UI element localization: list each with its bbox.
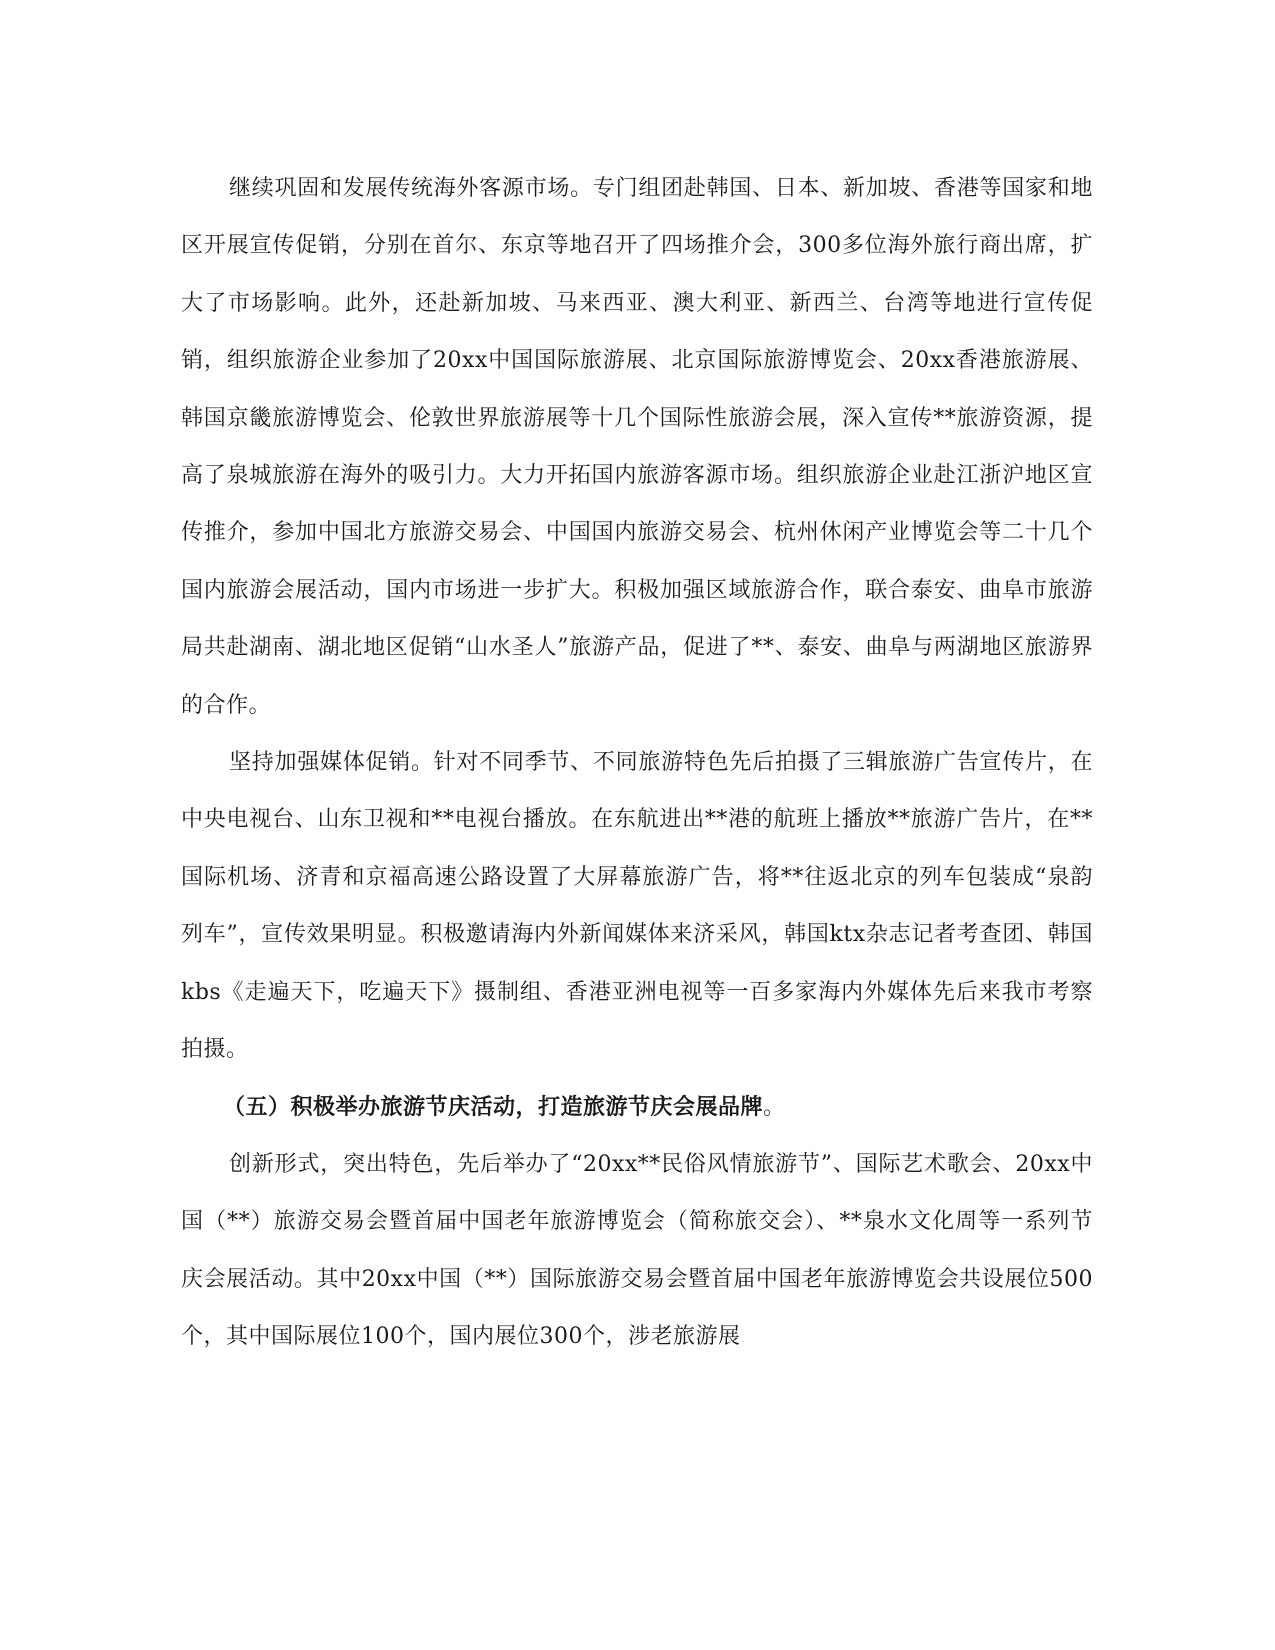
paragraph-media-promotion: 坚持加强媒体促销。针对不同季节、不同旅游特色先后拍摄了三辑旅游广告宣传片，在中央电视台、山东卫视和**电视台播放。在东航进出**港的航班上播放**旅游广告片，在**国际机场、济青和京福高速公路设置了大屏幕旅游广告，将**往返北京的列车包装成“泉韵列车”，宣传效果明显。积极邀请海内外新闻媒体来济采风，韩国ktx杂志记者考查团、韩国kbs《走遍天下，吃遍天下》摄制组、香港亚洲电视等一百多家海内外媒体先后来我市考察拍摄。: [181, 750, 1093, 1063]
paragraph-overseas-markets: 继续巩固和发展传统海外客源市场。专门组团赴韩国、日本、新加坡、香港等国家和地区开展宣传促销，分别在首尔、东京等地召开了四场推介会，300多位海外旅行商出席，扩大了市场影响。此外，还赴新加坡、马来西亚、澳大利亚、新西兰、台湾等地进行宣传促销，组织旅游企业参加了20xx中国国际旅游展、北京国际旅游博览会、20xx香港旅游展、韩国京畿旅游博览会、伦敦世界旅游展等十几个国际性旅游会展，深入宣传**旅游资源，提高了泉城旅游在海外的吸引力。大力开拓国内旅游客源市场。组织旅游企业赴江浙沪地区宣传推介，参加中国北方旅游交易会、中国国内旅游交易会、杭州休闲产业博览会等二十几个国内旅游会展活动，国内市场进一步扩大。积极加强区域旅游合作，联合泰安、曲阜市旅游局共赴湖南、湖北地区促销“山水圣人”旅游产品，促进了**、泰安、曲阜与两湖地区旅游界的合作。: [181, 176, 1093, 718]
section-heading: [181, 1079, 1093, 1136]
document-page: [181, 160, 1093, 1366]
section-heading-text: （五）积极举办旅游节庆活动，打造旅游节庆会展品牌: [223, 1093, 764, 1120]
section-heading-punctuation: 。: [763, 1094, 786, 1120]
paragraph-festival-events: 创新形式，突出特色，先后举办了“20xx**民俗风情旅游节”、国际艺术歌会、20xx中国（**）旅游交易会暨首届中国老年旅游博览会（简称旅交会）、**泉水文化周等一系列节庆会展活动。其中20xx中国（**）国际旅游交易会暨首届中国老年旅游博览会共设展位500个，其中国际展位100个，国内展位300个，涉老旅游展: [181, 1151, 1093, 1350]
